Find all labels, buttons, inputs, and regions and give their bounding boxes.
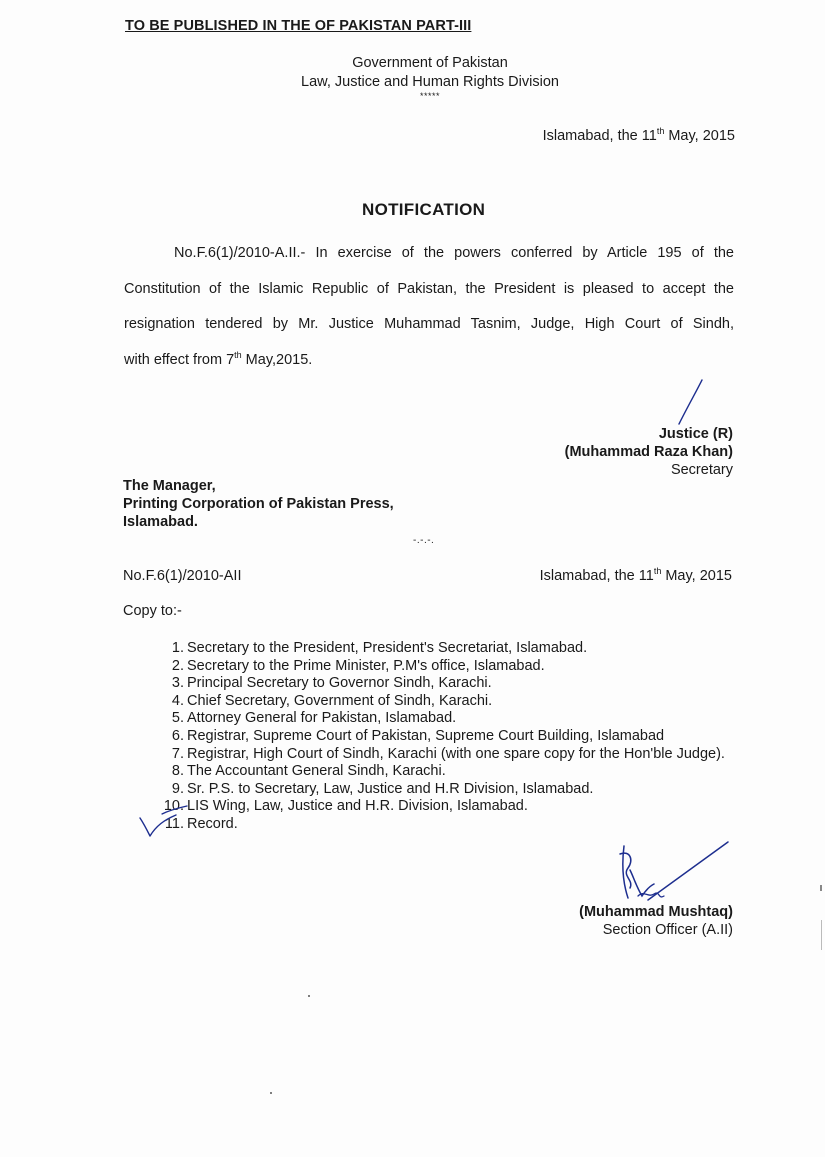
signatory-1-name: (Muhammad Raza Khan) — [564, 444, 733, 460]
list-item-number: 11. — [164, 815, 184, 832]
list-item — [150, 658, 740, 676]
list-item-number: 3. — [171, 675, 184, 692]
date-suffix: May, 2015 — [664, 128, 735, 144]
signatory-2-name: (Muhammad Mushtaq) — [579, 904, 733, 920]
copy-to-label: Copy to:- — [123, 603, 182, 619]
signatory-1-block — [565, 425, 733, 479]
addressee-line-2: Printing Corporation of Pakistan Press, — [123, 496, 394, 512]
list-item-number: 7. — [171, 745, 184, 762]
list-item-text: The Accountant General Sindh, Karachi. — [187, 763, 446, 780]
list-item-text: Sr. P.S. to Secretary, Law, Justice and H.R Division, Islamabad. — [187, 780, 594, 797]
notification-title: NOTIFICATION — [362, 200, 486, 219]
body-line-4 — [124, 349, 734, 385]
list-item — [150, 763, 740, 781]
date-ordinal: th — [656, 126, 665, 137]
effect-ordinal: th — [234, 349, 242, 360]
copy-list — [150, 640, 740, 834]
list-item — [150, 746, 740, 764]
signatory-1-title: Justice (R) — [658, 426, 733, 442]
list-item — [150, 781, 740, 799]
list-item-number: 4. — [171, 692, 184, 709]
list-item-text: LIS Wing, Law, Justice and H.R. Division, Islamabad. — [187, 798, 528, 815]
list-item-number: 5. — [171, 710, 184, 727]
list-item-number: 9. — [171, 780, 184, 797]
effect-suffix: May,2015. — [241, 351, 313, 368]
publish-header: TO BE PUBLISHED IN THE OF PAKISTAN PART-III — [125, 18, 472, 34]
body-line-3: resignation tendered by Mr. Justice Muhammad Tasnim, Judge, High Court of Sindh, — [124, 316, 734, 332]
signature-stroke-1 — [670, 378, 710, 428]
addressee-line-3: Islamabad. — [123, 514, 198, 530]
notification-body — [124, 242, 734, 384]
government-header — [260, 54, 600, 101]
list-item — [150, 675, 740, 693]
copy-reference-number: No.F.6(1)/2010-AII — [123, 568, 242, 584]
addressee-line-1: The Manager, — [123, 478, 216, 494]
list-item-text: Registrar, High Court of Sindh, Karachi (with one spare copy for the Hon'ble Judge). — [187, 745, 725, 762]
list-item-number: 10. — [163, 798, 184, 815]
signatory-2-block — [579, 903, 733, 939]
signatory-1-designation: Secretary — [670, 462, 733, 478]
list-item — [150, 816, 740, 834]
addressee-block — [123, 477, 394, 531]
list-item-text: Secretary to the Prime Minister, P.M's office, Islamabad. — [187, 657, 545, 674]
body-line-2: Constitution of the Islamic Republic of Pakistan, the President is pleased to accept the — [124, 280, 734, 297]
copy-date-prefix: Islamabad, the 11 — [539, 568, 654, 584]
division-name: Law, Justice and Human Rights Division — [301, 74, 559, 90]
signatory-2-designation: Section Officer (A.II) — [602, 922, 733, 938]
scan-edge-mark — [820, 885, 822, 891]
scan-speck — [308, 995, 310, 997]
copy-date — [540, 568, 732, 584]
body-line-1: No.F.6(1)/2010-A.II.- In exercise of the powers conferred by Article 195 of the — [174, 245, 734, 261]
list-item-text: Attorney General for Pakistan, Islamabad. — [187, 710, 457, 727]
list-item — [150, 798, 740, 816]
signature-mark-2 — [608, 840, 733, 910]
check-mark-icon — [138, 812, 178, 838]
list-item — [150, 710, 740, 728]
list-item-text: Chief Secretary, Government of Sindh, Karachi. — [187, 692, 493, 709]
list-item-text: Principal Secretary to Governor Sindh, Karachi. — [187, 675, 492, 692]
list-item-text: Registrar, Supreme Court of Pakistan, Supreme Court Building, Islamabad — [187, 727, 665, 744]
list-item — [150, 728, 740, 746]
copy-date-suffix: May, 2015 — [661, 568, 732, 584]
notification-date — [543, 128, 735, 144]
scan-edge-mark — [821, 920, 822, 950]
header-stars: ***** — [419, 91, 440, 101]
list-item-number: 2. — [171, 657, 184, 674]
list-item — [150, 640, 740, 658]
government-name: Government of Pakistan — [352, 55, 508, 71]
list-item-text: Record. — [187, 815, 238, 832]
list-item-number: 1. — [171, 640, 184, 656]
copy-date-ordinal: th — [653, 566, 662, 577]
date-prefix: Islamabad, the 11 — [542, 128, 657, 144]
section-separator: -.-.-. — [413, 535, 435, 546]
list-item-number: 6. — [171, 727, 184, 744]
effect-prefix: with effect from 7 — [124, 351, 235, 368]
list-item — [150, 693, 740, 711]
list-item-number: 8. — [171, 763, 184, 780]
list-item-text: Secretary to the President, President's Secretariat, Islamabad. — [187, 640, 588, 656]
scan-speck — [270, 1092, 272, 1094]
